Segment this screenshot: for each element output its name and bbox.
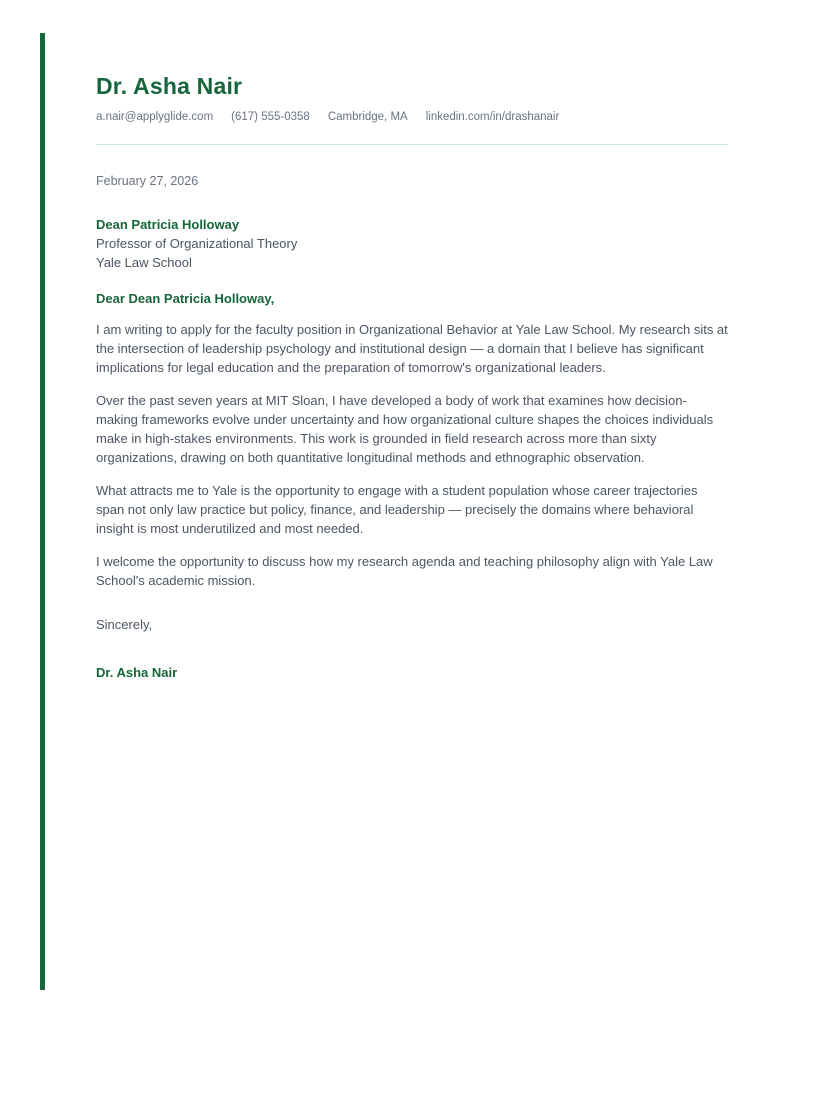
recipient-organization: Yale Law School: [96, 255, 192, 270]
contact-linkedin: linkedin.com/in/drashanair: [425, 111, 560, 123]
body-paragraph-3: What attracts me to Yale is the opportunity to engage with a student population whose career trajectories span not only law practice but policy, finance, and leadership — precisely the domains where behavioral insight is most underutilized and most needed.: [96, 483, 698, 536]
left-accent-bar: [40, 33, 45, 990]
header-divider: [96, 144, 728, 145]
sender-name-heading: Dr. Asha Nair: [96, 73, 243, 99]
salutation: Dear Dean Patricia Holloway,: [96, 291, 275, 306]
recipient-block: [96, 215, 728, 272]
contact-phone: (617) 555-0358: [231, 111, 310, 123]
contact-info-row: [96, 110, 728, 124]
letter-date: February 27, 2026: [96, 174, 199, 188]
contact-email: a.nair@applyglide.com: [96, 111, 214, 123]
cover-letter: [96, 73, 728, 682]
closing-line: Sincerely,: [96, 617, 153, 632]
contact-location: Cambridge, MA: [327, 111, 408, 123]
recipient-title: Professor of Organizational Theory: [96, 236, 298, 251]
body-paragraph-4: I welcome the opportunity to discuss how my research agenda and teaching philosophy align with Yale Law School's academic mission.: [96, 554, 713, 588]
body-paragraph-2: Over the past seven years at MIT Sloan, I have developed a body of work that examines how decision-making frameworks evolve under uncertainty and how organizational culture shapes the choices individuals make in high-stakes environments. This work is grounded in field research across more than sixty organizations, drawing on both quantitative longitudinal methods and ethnographic observation.: [96, 393, 714, 465]
recipient-name: Dean Patricia Holloway: [96, 217, 240, 232]
body-paragraph-1: I am writing to apply for the faculty position in Organizational Behavior at Yale Law School. My research sits at the intersection of leadership psychology and institutional design — a domain that I believe has significant implications for legal education and the preparation of tomorrow's organizational leaders.: [96, 322, 728, 375]
signature-name: Dr. Asha Nair: [96, 665, 178, 680]
